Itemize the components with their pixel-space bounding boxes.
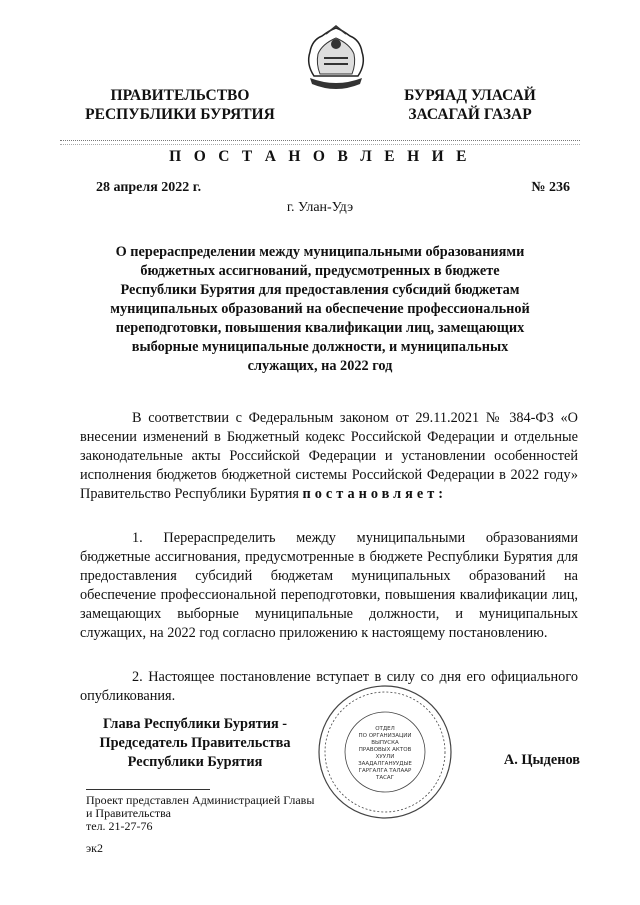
header-left-line1: ПРАВИТЕЛЬСТВО (110, 87, 250, 104)
item-1-paragraph (80, 529, 578, 643)
signatory-line2: Председатель Правительства (99, 735, 291, 751)
preamble-paragraph (80, 409, 578, 504)
footer-divider (86, 789, 210, 790)
footer-line2: и Правительства (86, 806, 171, 820)
footer-note (86, 794, 314, 833)
signatory-title (70, 715, 320, 772)
seal-line1: ОТДЕЛ (375, 726, 395, 732)
decree-title: О перераспределении между муниципальными образованиями бюджетных ассигнований, предусмотренных в бюджете Республики Бурятия для предоставления субсидий бюджетам муниципальных образований на обеспечение профессиональной переподготовки, повышения квалификации лиц, замещающих выборные муниципальные должности, и муниципальных служащих, на 2022 год (110, 244, 530, 374)
decree-number: № 236 (531, 180, 570, 195)
signatory-line1: Глава Республики Бурятия - (102, 716, 288, 732)
resolves-word: постановляет: (302, 486, 448, 502)
official-seal (315, 682, 455, 822)
decree-type: П О С Т А Н О В Л Е Н И Е (169, 148, 471, 165)
seal-line2: ПО ОРГАНИЗАЦИИ (358, 733, 412, 739)
seal-line4: ПРАВОВЫХ АКТОВ (358, 747, 412, 753)
decree-date: 28 апреля 2022 г. (96, 180, 202, 195)
seal-line6: ЗААДАЛГАНУУДЫЕ (358, 761, 412, 767)
seal-line7: ГАРГАЛГА ТАЛААР (358, 768, 412, 774)
coat-of-arms-icon (300, 24, 372, 94)
government-name-russian (80, 86, 280, 124)
seal-line5: ХУУЛИ (375, 754, 395, 760)
header-divider (60, 140, 580, 145)
footer-phone: тел. 21-27-76 (86, 819, 153, 833)
government-name-buryat (390, 86, 550, 124)
header-left-line2: РЕСПУБЛИКИ БУРЯТИЯ (85, 106, 275, 123)
preamble-text: В соответствии с Федеральным законом от 29.11.2021 № 384-ФЗ «О внесении изменений в Бюджетный кодекс Российской Федерации и отдельные законодательные акты Российской Федерации и установлении особенностей исполнения бюджетов бюджетной системы Российской Федерации в 2022 году» Правительство Республики Бурятия (80, 410, 578, 502)
item-1-text: 1. Перераспределить между муниципальными образованиями бюджетные ассигнования, предусмотренные в бюджете Республики Бурятия для предоставления субсидий бюджетам муниципальных образований на обеспечение профессиональной переподготовки, повышения квалификации лиц, замещающих выборные муниципальные должности, и муниципальных служащих, на 2022 год согласно приложению к настоящему постановлению. (80, 530, 578, 641)
signatory-name: А. Цыденов (503, 752, 580, 768)
footer-line1: Проект представлен Администрацией Главы (86, 793, 315, 807)
header-right-line2: ЗАСАГАЙ ГАЗАР (408, 106, 532, 123)
seal-line8: ТАСАГ (375, 775, 395, 781)
document-code: эк2 (86, 841, 103, 855)
signatory-line3: Республики Бурятия (127, 754, 263, 770)
header-right-line1: БУРЯАД УЛАСАЙ (404, 87, 536, 104)
decree-city: г. Улан-Удэ (286, 200, 354, 215)
seal-line3: ВЫПУСКА (371, 740, 399, 746)
item-2-text: 2. Настоящее постановление вступает в силу со дня его официального опубликования. (80, 669, 578, 704)
